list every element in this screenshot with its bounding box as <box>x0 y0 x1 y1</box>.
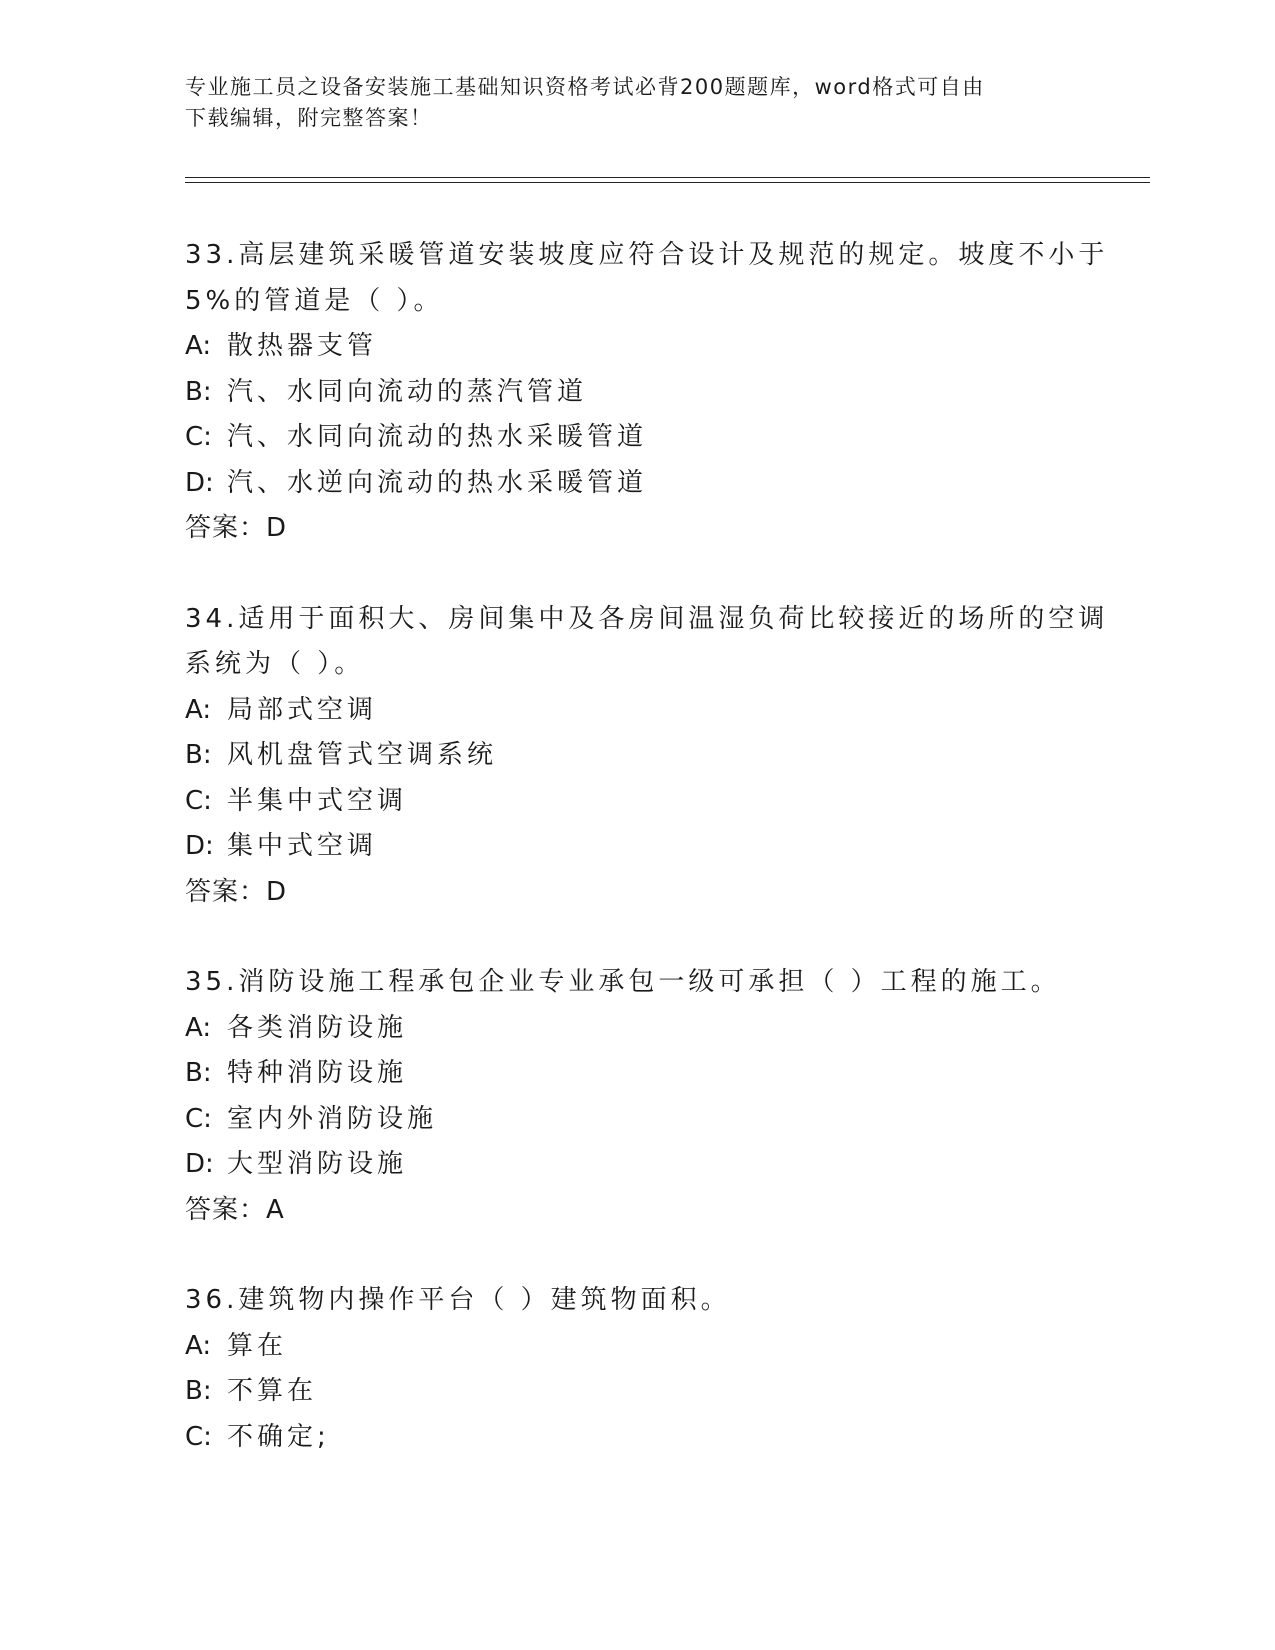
option-letter: D: <box>185 467 214 498</box>
option-b <box>185 733 1085 779</box>
header-line-1: 专业施工员之设备安装施工基础知识资格考试必背200题题库，word格式可自由 <box>185 75 985 99</box>
question-33 <box>185 233 1109 552</box>
option-a <box>185 1324 1085 1370</box>
option-d <box>185 824 1085 870</box>
option-d <box>185 1142 1085 1188</box>
question-stem-line: 系统为（ ）。 <box>185 649 365 679</box>
option-a <box>185 324 1085 370</box>
header-divider-bottom <box>185 182 1150 183</box>
option-letter: A: <box>185 694 212 725</box>
option-text: 不算在 <box>227 1376 318 1406</box>
option-b <box>185 1369 1085 1415</box>
option-b <box>185 1051 1085 1097</box>
option-letter: D: <box>185 1149 214 1179</box>
answer-line: 答案：D <box>185 513 288 543</box>
option-letter: C: <box>185 1103 212 1134</box>
option-text: 各类消防设施 <box>227 1012 408 1043</box>
option-letter: C: <box>185 422 212 452</box>
option-text: 大型消防设施 <box>227 1149 408 1179</box>
header-line-2: 下载编辑，附完整答案！ <box>185 106 433 130</box>
option-a <box>185 1006 1085 1052</box>
option-letter: A: <box>185 1330 212 1361</box>
option-letter: C: <box>185 785 212 816</box>
option-a <box>185 688 1085 734</box>
option-text: 室内外消防设施 <box>227 1103 438 1134</box>
option-text: 汽、水逆向流动的热水采暖管道 <box>227 467 648 498</box>
question-stem-line: 35.消防设施工程承包企业专业承包一级可承担（ ）工程的施工。 <box>185 967 1061 997</box>
option-letter: B: <box>185 376 212 407</box>
question-stem-line: 5%的管道是（ ）。 <box>185 285 444 316</box>
option-letter: B: <box>185 1376 212 1406</box>
option-letter: C: <box>185 1421 212 1452</box>
option-c <box>185 1415 1085 1461</box>
question-35 <box>185 960 1085 1233</box>
option-text: 局部式空调 <box>227 694 378 725</box>
question-36 <box>185 1278 1085 1460</box>
question-list <box>185 233 1109 1460</box>
answer-line: 答案：D <box>185 876 288 907</box>
option-text: 汽、水同向流动的热水采暖管道 <box>227 422 648 452</box>
option-text: 散热器支管 <box>227 331 378 361</box>
option-b <box>185 370 1085 416</box>
question-34 <box>185 597 1109 916</box>
option-letter: A: <box>185 1012 212 1043</box>
option-c <box>185 415 1085 461</box>
question-stem-line: 36.建筑物内操作平台（ ）建筑物面积。 <box>185 1285 731 1315</box>
option-d <box>185 461 1085 507</box>
header-divider-top <box>185 177 1150 178</box>
option-text: 汽、水同向流动的蒸汽管道 <box>227 376 588 407</box>
option-letter: A: <box>185 331 212 361</box>
option-text: 半集中式空调 <box>227 785 408 816</box>
option-letter: B: <box>185 1058 212 1088</box>
option-text: 特种消防设施 <box>227 1058 408 1088</box>
option-c <box>185 1097 1085 1143</box>
option-text: 不确定; <box>227 1421 330 1452</box>
option-text: 集中式空调 <box>227 831 378 861</box>
question-stem-line: 34.适用于面积大、房间集中及各房间温湿负荷比较接近的场所的空调 <box>185 603 1109 634</box>
document-header <box>185 72 1065 134</box>
option-text: 算在 <box>227 1330 288 1361</box>
question-stem-line: 33.高层建筑采暖管道安装坡度应符合设计及规范的规定。坡度不小于 <box>185 240 1109 270</box>
option-letter: D: <box>185 831 214 861</box>
option-letter: B: <box>185 740 212 770</box>
answer-line: 答案：A <box>185 1194 285 1225</box>
option-c <box>185 779 1085 825</box>
option-text: 风机盘管式空调系统 <box>227 740 498 770</box>
